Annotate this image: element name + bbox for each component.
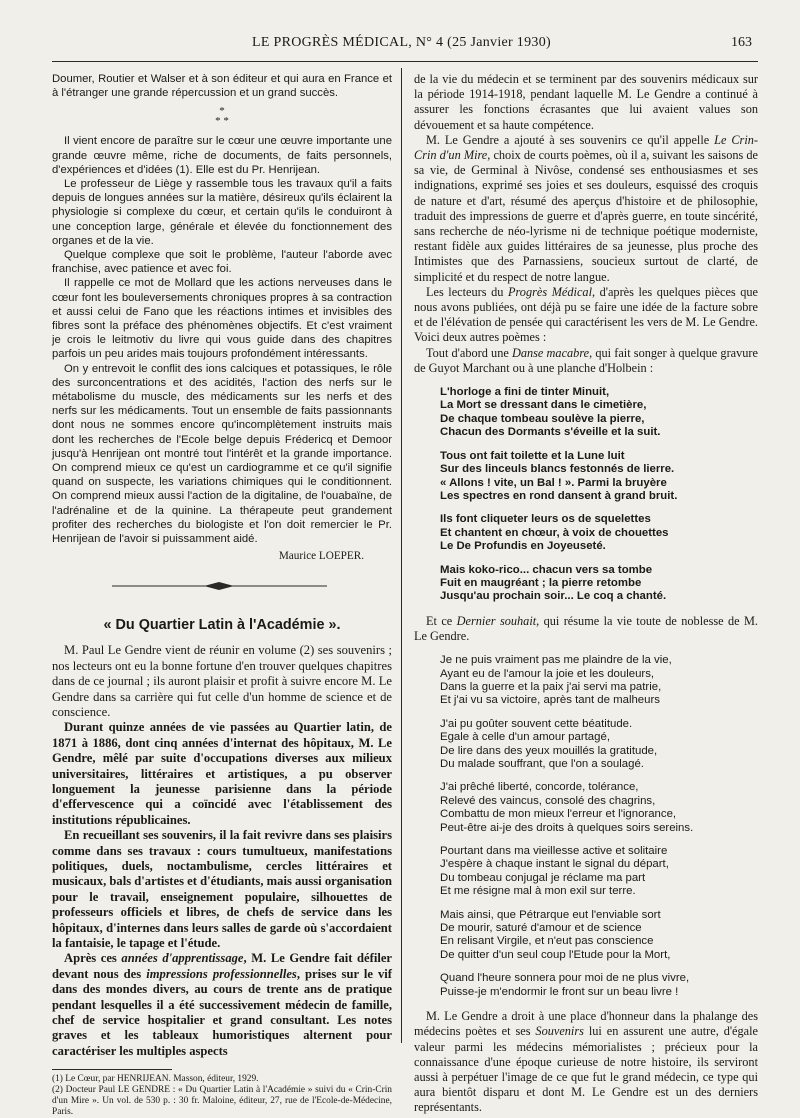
- poem-stanza: [440, 513, 758, 553]
- poem-line: En relisant Virgile, et n'eut pas conscience: [440, 935, 654, 948]
- footnote: (2) Docteur Paul LE GENDRE : « Du Quartier Latin à l'Académie » suivi du « Crin-Crin d'un Mire ». Un vol. de 530 p. : 30 fr. Maloine, éditeur, 27, rue de l'Ecole-de-Médecine, Paris.: [52, 1085, 392, 1118]
- poem-stanza: [440, 386, 758, 440]
- poem-line: Ayant eu de l'amour la joie et les douleurs,: [440, 667, 655, 680]
- poem-line: Relevé des vaincus, consolé des chagrins,: [440, 794, 656, 807]
- poem-line: De lire dans des yeux mouillés la gratitude,: [440, 744, 658, 757]
- poem-stanza: [440, 845, 758, 899]
- paragraph: Il vient encore de paraître sur le cœur une œuvre importante une grande œuvre même, riche de documents, de faits personnels, d'expériences et d'idées (1). Elle est du Pr. Henrijean.: [52, 135, 392, 176]
- paragraph: de la vie du médecin et se terminent par des souvenirs médicaux sur la période 1914-1918, pendant laquelle M. Le Gendre a continué à assurer les fonctions écrasantes que lui avaient values son dévouement et sa haute compétence.: [414, 72, 758, 132]
- poem-line: De mourir, saturé d'amour et de science: [440, 922, 642, 935]
- poem-line: Mais ainsi, que Pétrarque eut l'enviable sort: [440, 908, 661, 921]
- poem-stanza: [440, 564, 758, 604]
- paragraph: Après ces années d'apprentissage, M. Le Gendre fait défiler devant nous des impressions professionnelles, prises sur le vif dans des mondes divers, au cours de trente ans de pratique pendant lesquelles il a été successivement médecin de famille, chef de service hospitalier et grand consultant. Les notes graves et les tableaux humoristiques alternent pour caractériser les multiples aspects: [52, 951, 392, 1058]
- paragraph: On y entrevoit le conflit des ions calciques et potassiques, le rôle des surconcentrations et des acidités, l'action des nerfs sur le métabolisme du muscle, des médicaments sur les nerfs et des nerfs sur les médicaments. Tout un ensemble de faits passionnants dont nous ne sommes encore qu'incomplètement instruits mais dont les recherches de l'Ecole belge depuis Frédericq et Demoor jusqu'à Henrijean ont montré tout l'intérêt et la grande importance. On comprend mieux ce qu'est un cardiogramme et ce qu'il signifie quand on suspecte, les variations chimiques qui le conditionnent. On comprend mieux aussi l'action de la digitaline, de l'ouabaïne, de l'adrénaline et de la quinine. La thérapeute peut grandement profiter des recherches du biologiste et l'on doit remercier le Pr. Henrijean de l'avoir si puissamment aidé.: [52, 362, 392, 546]
- poem-line: J'ai pu goûter souvent cette béatitude.: [440, 717, 633, 730]
- ornamental-divider: [112, 580, 327, 592]
- poem-line: Du tombeau conjugal je réclame ma part: [440, 871, 646, 884]
- poem-line: Fuit en maugréant ; la pierre retombe: [440, 576, 642, 589]
- paragraph: Le professeur de Liège y rassemble tous les travaux qu'il a faits depuis de longues années sur la matière, désireux qu'ils éclairent la physiologie si complexe du cœur, et certain qu'ils le conduiront à une conception large, générale et élevée du fonctionnement des organes et de la vie.: [52, 178, 392, 247]
- journal-title: LE PROGRÈS MÉDICAL, N° 4 (25 Janvier 1930): [252, 35, 551, 50]
- poem-line: Et me résigne mal à mon exil sur terre.: [440, 885, 636, 898]
- left-column: [52, 72, 392, 1118]
- asterism: * * *: [215, 105, 229, 128]
- right-column: [414, 72, 758, 1116]
- poem-stanza: [440, 781, 758, 835]
- paragraph: M. Paul Le Gendre vient de réunir en volume (2) ses souvenirs ; nos lecteurs ont eu la bonne fortune d'en trouver quelques chapitres dans de ce journal ; ils auront plaisir et profit à suivre encore M. Le Gendre dans sa carrière qui fut celle d'un homme de science et de conscience.: [52, 643, 392, 719]
- header-rule: [52, 61, 758, 62]
- paragraph: M. Le Gendre a ajouté à ses souvenirs ce qu'il appelle Le Crin-Crin d'un Mire, choix de courts poèmes, où il a, suivant les saisons de sa vie, de Germinal à Nivôse, condensé ses enthousiasmes et ses indignations, exprimé ses joies et ses douleurs, esquissé des croquis de nature et d'art, résumé des aperçus d'histoire et de philosophie, traduit des impressions de guerre et d'après guerre, en toute sincérité, sans recherche de néo-lyrisme ni de technique poétique moderniste, restant fidèle aux guides littéraires de sa jeunesse, plus proche des Intimistes que des Parnassiens, soucieux surtout de clarté, de simplicité et du respect de notre langue.: [414, 132, 759, 284]
- paragraph: Doumer, Routier et Walser et à son éditeur et qui aura en France et à l'étranger une grande répercussion et un grand succès.: [52, 73, 392, 100]
- poem-line: Et j'ai vu sa victoire, après tant de malheurs: [440, 694, 660, 707]
- poem-line: De quitter d'un seul coup l'Etude pour la Mort,: [440, 948, 671, 961]
- poem-line: L'horloge a fini de tinter Minuit,: [440, 386, 610, 399]
- paragraph: Et ce Dernier souhait, qui résume la vie toute de noblesse de M. Le Gendre.: [414, 613, 758, 643]
- poem-danse-macabre: [440, 386, 758, 604]
- poem-line: Mais koko-rico... chacun vers sa tombe: [440, 563, 653, 576]
- poem-dernier-souhait: [440, 654, 758, 999]
- poem-stanza: [440, 718, 758, 772]
- poem-line: Jusqu'au prochain soir... Le coq a chanté.: [440, 590, 667, 603]
- poem-stanza: [440, 972, 758, 999]
- poem-line: Le De Profundis en Joyeuseté.: [440, 540, 606, 553]
- poem-line: De chaque tombeau soulève la pierre,: [440, 412, 645, 425]
- poem-line: Chacun des Dormants s'éveille et la suit.: [440, 426, 661, 439]
- paragraph: Quelque complexe que soit le problème, l'auteur l'aborde avec franchise, avec patience et avec foi.: [52, 249, 392, 276]
- poem-stanza: [440, 450, 758, 504]
- page-number: 163: [731, 35, 752, 50]
- poem-line: Combattu de mon mieux l'erreur et l'ignorance,: [440, 808, 677, 821]
- poem-line: Peut-être ai-je des droits à quelques soirs sereins.: [440, 821, 694, 834]
- poem-line: Dans la guerre et la paix j'ai servi ma patrie,: [440, 680, 662, 693]
- paragraph: Tout d'abord une Danse macabre, qui fait songer à quelque gravure de Guyot Marchant ou à une planche d'Holbein :: [414, 345, 758, 375]
- poem-line: Sur des linceuls blancs festonnés de lierre.: [440, 463, 675, 476]
- running-header: [52, 35, 752, 57]
- paragraph: Les lecteurs du Progrès Médical, d'après les quelques pièces que nous avons publiées, ont déjà pu se faire une idée de la facture sobre et de l'élévation de pensée qui caractérisent les vers de M. Le Gendre. Voici deux autres poèmes :: [414, 284, 759, 345]
- paragraph: Il rappelle ce mot de Mollard que les actions nerveuses dans le cœur font les bouleversements chroniques propres à sa contraction et aussi celui de Fano que les réactions intimes et invisibles des fibres sont la préface des phénomènes objectifs. Et c'est vraiment je crois le leitmotiv du livre qui vous guide dans des chapitres parfois un peu arides mais toujours profondément intéressants.: [52, 277, 392, 361]
- poem-line: Pourtant dans ma vieillesse active et solitaire: [440, 845, 668, 858]
- poem-stanza: [440, 909, 758, 963]
- poem-line: Du malade souffrant, que l'on a soulagé.: [440, 758, 644, 770]
- poem-line: J'espère à chaque instant le signal du départ,: [440, 858, 669, 871]
- paragraph: M. Le Gendre a droit à une place d'honneur dans la phalange des médecins poètes et ses Souvenirs lui en assurent une autre, d'égale valeur parmi les médecins mémorialistes ; précieux pour la connaissance d'une époque curieuse de notre histoire, ils serviront aussi à perpétuer l'image de ce que fut le grand médecin, ce type qui aura bientôt disparu et dont M. Le Gendre est un des derniers représentants.: [414, 1009, 758, 1115]
- poem-stanza: [440, 654, 758, 708]
- poem-line: Je ne puis vraiment pas me plaindre de la vie,: [440, 654, 672, 667]
- paragraph: Durant quinze années de vie passées au Quartier latin, de 1871 à 1886, dont cinq années d'internat des hôpitaux, M. Le Gendre, mêlé par suite d'occupations diverses aux milieux universitaires, littéraires et artistiques, a pu observer longuement la jeunesse parisienne dans la période d'effervescence qui a coïncidé avec l'établissement des institutions républicaines.: [52, 720, 392, 827]
- section-title: « Du Quartier Latin à l'Académie ».: [103, 617, 341, 634]
- poem-line: La Mort se dressant dans le cimetière,: [440, 399, 647, 412]
- poem-line: Egale à celle d'un amour partagé,: [440, 731, 610, 744]
- footnote-rule: [52, 1069, 172, 1070]
- author-signature: Maurice LOEPER.: [278, 550, 364, 563]
- footnotes: [52, 1074, 392, 1118]
- paragraph: En recueillant ses souvenirs, il la fait revivre dans ses plaisirs comme dans ses travaux : cours tumultueux, manifestations politiques, duels, noctambulisme, cercles littéraires et musicaux, bals d'artistes et d'étudiants, mais aussi organisation pour le travail, enseignement populaire, silhouettes de professeurs officiels et libres, de chefs de service dans les hôpitaux, d'internes dans leurs salles de garde où s'accordaient la fantaisie, le tapage et l'étude.: [52, 828, 392, 951]
- poem-line: Les spectres en rond dansent à grand bruit.: [440, 489, 678, 502]
- footnote: (1) Le Cœur, par HENRIJEAN. Masson, éditeur, 1929.: [52, 1074, 259, 1085]
- poem-line: J'ai prêché liberté, concorde, tolérance,: [440, 781, 639, 794]
- poem-line: Et chantent en chœur, à voix de chouettes: [440, 526, 669, 539]
- column-rule: [401, 68, 402, 1043]
- poem-line: « Allons ! vite, un Bal ! ». Parmi la bruyère: [440, 476, 667, 489]
- poem-line: Tous ont fait toilette et la Lune luit: [440, 449, 625, 462]
- poem-line: Ils font cliqueter leurs os de squelettes: [440, 513, 651, 526]
- poem-line: Puisse-je m'endormir le front sur un beau livre !: [440, 985, 679, 998]
- poem-line: Quand l'heure sonnera pour moi de ne plus vivre,: [440, 972, 690, 985]
